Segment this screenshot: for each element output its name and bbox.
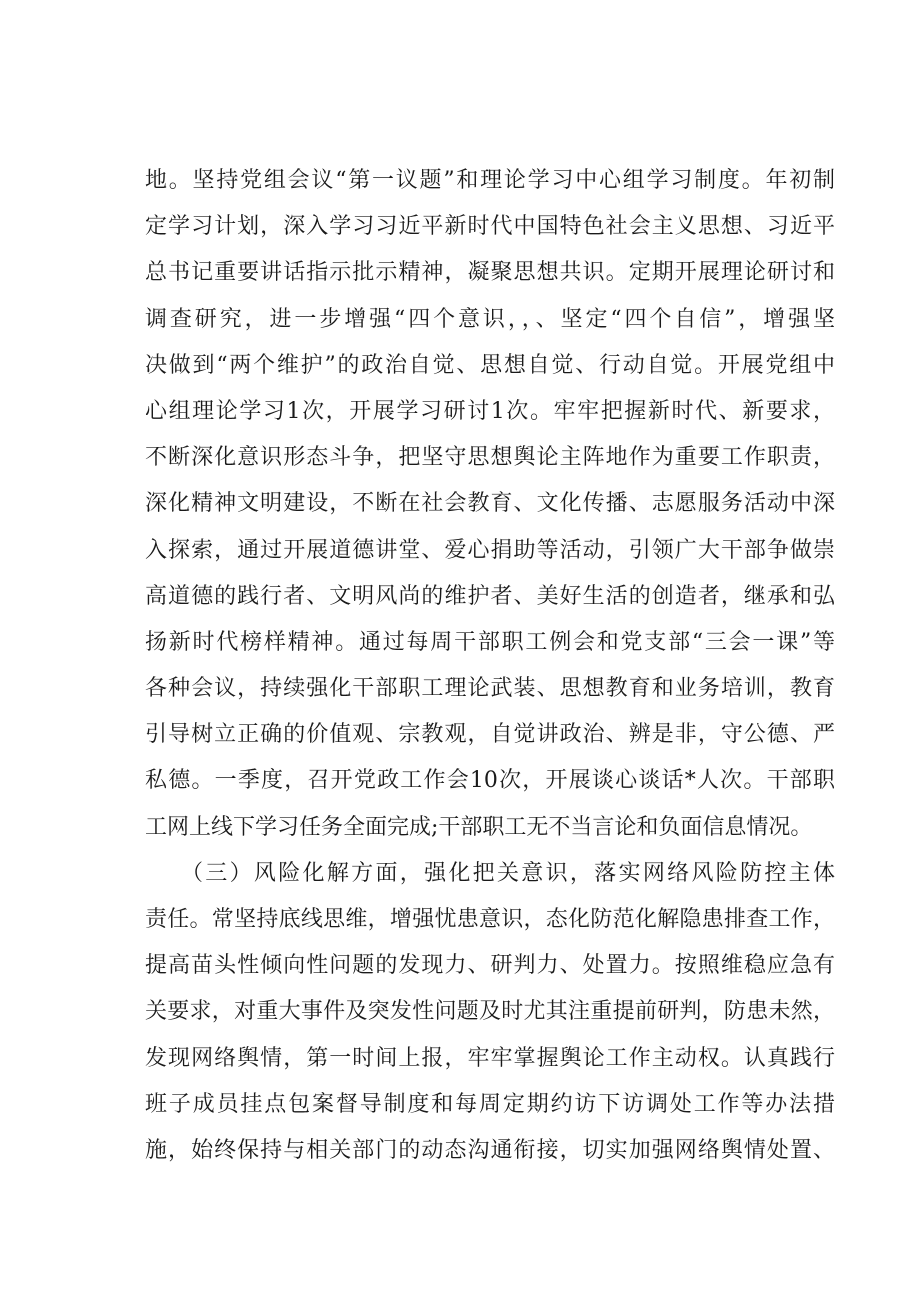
text-line: 调查研究，进一步增强“四个意识，，、坚定“四个自信”，增强坚 [145,306,835,332]
text-line: 班子成员挂点包案督导制度和每周定期约访下访调处工作等办法措 [145,1091,835,1117]
text-line: 深化精神文明建设，不断在社会教育、文化传播、志愿服务活动中深 [145,491,835,517]
text-line: 私德。一季度，召开党政工作会10次，开展谈心谈话*人次。干部职 [145,768,835,794]
text-line: 不断深化意识形态斗争，把坚守思想舆论主阵地作为重要工作职责， [145,445,835,471]
text-line: 责任。常坚持底线思维，增强忧患意识，态化防范化解隐患排查工作， [145,907,835,932]
text-line: 定学习计划，深入学习习近平新时代中国特色社会主义思想、习近平 [145,214,835,240]
text-line: 工网上线下学习任务全面完成;干部职工无不当言论和负面信息情况。 [145,814,813,840]
text-line: 发现网络舆情，第一时间上报，牢牢掌握舆论工作主动权。认真践行 [145,1045,835,1071]
text-line: 地。坚持党组会议“第一议题”和理论学习中心组学习制度。年初制 [145,168,835,193]
text-line: 提高苗头性倾向性问题的发现力、研判力、处置力。按照维稳应急有 [145,953,835,979]
paragraph-risk-resolution [145,851,835,1174]
text-line: 心组理论学习1次，开展学习研讨1次。牢牢把握新时代、新要求， [145,398,835,424]
section-heading-line: （三）风险化解方面，强化把关意识，落实网络风险防控主体 [181,860,835,886]
text-line: 入探索，通过开展道德讲堂、爱心捐助等活动，引领广大干部争做崇 [145,537,835,563]
text-line: 决做到“两个维护”的政治自觉、思想自觉、行动自觉。开展党组中 [145,352,835,378]
text-line: 总书记重要讲话指示批示精神，凝聚思想共识。定期开展理论研讨和 [145,260,835,286]
paragraph-ideology-work [145,158,835,851]
text-line: 施，始终保持与相关部门的动态沟通衔接，切实加强网络舆情处置、 [145,1137,835,1163]
text-line: 扬新时代榜样精神。通过每周干部职工例会和党支部“三会一课”等 [145,629,835,655]
text-line: 各种会议，持续强化干部职工理论武装、思想教育和业务培训，教育 [145,676,835,702]
text-line: 引导树立正确的价值观、宗教观，自觉讲政治、辨是非，守公德、严 [145,722,835,748]
text-line: 高道德的践行者、文明风尚的维护者、美好生活的创造者，继承和弘 [145,583,835,609]
text-line: 关要求，对重大事件及突发性问题及时尤其注重提前研判，防患未然， [145,999,835,1025]
document-body [145,158,835,1174]
